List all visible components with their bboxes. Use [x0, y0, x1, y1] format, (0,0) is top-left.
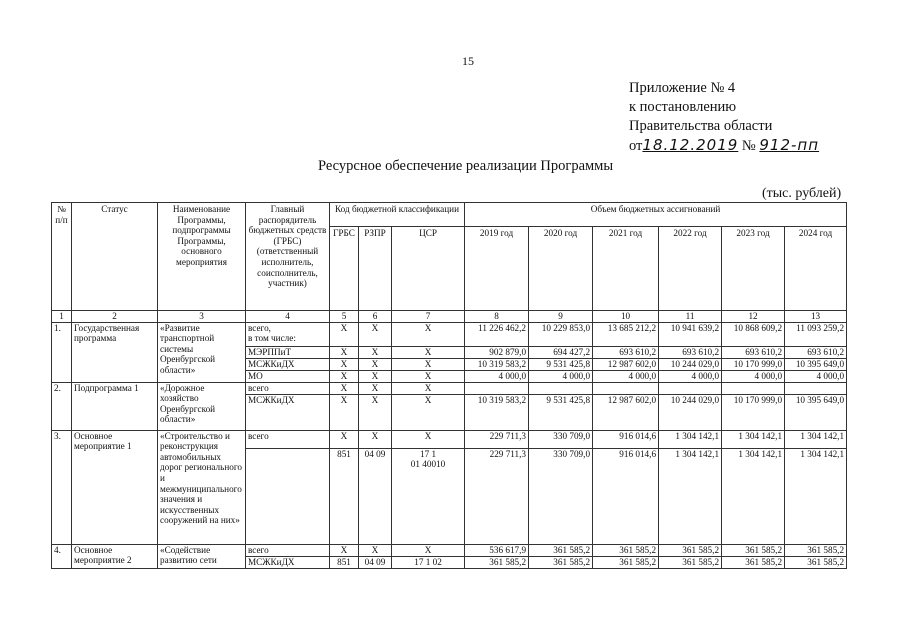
column-number: 10	[593, 311, 659, 323]
table-row	[52, 430, 847, 448]
row-name: «Развитие транспортной системы Оренбургской области»	[158, 322, 246, 382]
value-cell: 10 941 639,2	[659, 322, 722, 346]
value-cell: 9 531 425,8	[529, 394, 593, 430]
code-grbs: X	[330, 322, 359, 346]
code-csr: X	[392, 394, 465, 430]
row-admin: МЭРППиТ	[246, 346, 330, 358]
header-grbs: ГРБС	[330, 227, 359, 311]
column-number: 11	[659, 311, 722, 323]
header-rzpr: РЗПР	[359, 227, 392, 311]
row-status: Подпрограмма 1	[72, 382, 158, 430]
header-name: Наименование Программы, подпрограммы Программы, основного мероприятия	[158, 203, 246, 311]
column-number: 5	[330, 311, 359, 323]
value-cell: 361 585,2	[529, 556, 593, 568]
header-year: 2023 год	[722, 227, 785, 311]
value-cell: 361 585,2	[593, 544, 659, 556]
header-year: 2022 год	[659, 227, 722, 311]
value-cell: 4 000,0	[722, 370, 785, 382]
row-admin: всего	[246, 382, 330, 394]
document-title: Ресурсное обеспечение реализации Программы	[318, 158, 614, 174]
row-admin: всего, в том числе:	[246, 322, 330, 346]
value-cell: 693 610,2	[659, 346, 722, 358]
value-cell: 4 000,0	[785, 370, 847, 382]
row-name: «Строительство и реконструкция автомобильных дорог регионального и межмуниципального значения и искусственных сооружений на них»	[158, 430, 246, 544]
value-cell: 916 014,6	[593, 448, 659, 544]
row-admin: МСЖКиДХ	[246, 394, 330, 430]
header-num: № п/п	[52, 203, 72, 311]
value-cell	[785, 382, 847, 394]
column-number: 8	[465, 311, 529, 323]
value-cell: 1 304 142,1	[659, 430, 722, 448]
row-number: 2.	[52, 382, 72, 430]
row-admin: всего	[246, 430, 330, 448]
value-cell: 1 304 142,1	[785, 448, 847, 544]
column-number: 13	[785, 311, 847, 323]
value-cell	[659, 382, 722, 394]
row-status: Государственная программа	[72, 322, 158, 382]
value-cell: 10 395 649,0	[785, 358, 847, 370]
value-cell: 536 617,9	[465, 544, 529, 556]
value-cell: 1 304 142,1	[722, 430, 785, 448]
value-cell: 694 427,2	[529, 346, 593, 358]
value-cell: 1 304 142,1	[785, 430, 847, 448]
value-cell: 361 585,2	[785, 544, 847, 556]
value-cell: 1 304 142,1	[659, 448, 722, 544]
code-rzpr: X	[359, 382, 392, 394]
header-year: 2020 год	[529, 227, 593, 311]
header-year: 2021 год	[593, 227, 659, 311]
code-grbs: X	[330, 358, 359, 370]
value-cell: 12 987 602,0	[593, 358, 659, 370]
value-cell: 10 170 999,0	[722, 394, 785, 430]
value-cell: 12 987 602,0	[593, 394, 659, 430]
code-rzpr: X	[359, 370, 392, 382]
value-cell: 4 000,0	[529, 370, 593, 382]
value-cell: 10 319 583,2	[465, 358, 529, 370]
column-number: 3	[158, 311, 246, 323]
row-status: Основное мероприятие 2	[72, 544, 158, 568]
value-cell: 361 585,2	[593, 556, 659, 568]
value-cell: 902 879,0	[465, 346, 529, 358]
code-grbs: 851	[330, 556, 359, 568]
code-grbs: X	[330, 430, 359, 448]
code-csr: 17 1 01 40010	[392, 448, 465, 544]
header-admin: Главный распорядитель бюджетных средств (ГРБС) (ответственный исполнитель, соисполнитель, участник)	[246, 203, 330, 311]
code-grbs: 851	[330, 448, 359, 544]
column-number: 6	[359, 311, 392, 323]
code-csr: 17 1 02	[392, 556, 465, 568]
row-name: «Содействие развитию сети	[158, 544, 246, 568]
value-cell: 11 093 259,2	[785, 322, 847, 346]
code-grbs: X	[330, 346, 359, 358]
value-cell	[465, 382, 529, 394]
header-csr: ЦСР	[392, 227, 465, 311]
value-cell: 4 000,0	[659, 370, 722, 382]
code-grbs: X	[330, 370, 359, 382]
value-cell: 361 585,2	[785, 556, 847, 568]
value-cell: 10 244 029,0	[659, 358, 722, 370]
value-cell: 361 585,2	[529, 544, 593, 556]
number-label: №	[741, 138, 756, 154]
code-rzpr: 04 09	[359, 448, 392, 544]
code-csr: X	[392, 322, 465, 346]
table-body	[52, 322, 847, 568]
row-status: Основное мероприятие 1	[72, 430, 158, 544]
value-cell: 693 610,2	[722, 346, 785, 358]
row-admin: МСЖКиДХ	[246, 358, 330, 370]
value-cell: 693 610,2	[593, 346, 659, 358]
handwritten-date: 18.12.2019	[642, 136, 739, 154]
value-cell: 10 170 999,0	[722, 358, 785, 370]
value-cell: 10 395 649,0	[785, 394, 847, 430]
value-cell: 330 709,0	[529, 430, 593, 448]
value-cell: 4 000,0	[465, 370, 529, 382]
header-status: Статус	[72, 203, 158, 311]
value-cell: 9 531 425,8	[529, 358, 593, 370]
value-cell: 693 610,2	[785, 346, 847, 358]
value-cell: 330 709,0	[529, 448, 593, 544]
resource-table	[51, 202, 847, 569]
row-admin: всего	[246, 544, 330, 556]
column-number: 12	[722, 311, 785, 323]
code-rzpr: X	[359, 430, 392, 448]
value-cell: 361 585,2	[722, 556, 785, 568]
table-row	[52, 544, 847, 556]
header-year: 2019 год	[465, 227, 529, 311]
code-csr: X	[392, 382, 465, 394]
appendix-line3: Правительства области	[629, 118, 773, 134]
column-number: 7	[392, 311, 465, 323]
value-cell: 229 711,3	[465, 430, 529, 448]
value-cell: 361 585,2	[659, 544, 722, 556]
value-cell: 1 304 142,1	[722, 448, 785, 544]
row-number: 1.	[52, 322, 72, 382]
appendix-date-line	[629, 136, 819, 156]
handwritten-number: 912-пп	[759, 136, 820, 154]
row-name: «Дорожное хозяйство Оренбургской области»	[158, 382, 246, 430]
value-cell: 10 229 853,0	[529, 322, 593, 346]
value-cell: 916 014,6	[593, 430, 659, 448]
code-csr: X	[392, 370, 465, 382]
value-cell: 361 585,2	[659, 556, 722, 568]
column-number: 2	[72, 311, 158, 323]
value-cell	[529, 382, 593, 394]
value-cell: 361 585,2	[465, 556, 529, 568]
value-cell: 229 711,3	[465, 448, 529, 544]
header-year: 2024 год	[785, 227, 847, 311]
code-rzpr: X	[359, 346, 392, 358]
code-rzpr: X	[359, 358, 392, 370]
appendix-line1: Приложение № 4	[629, 80, 736, 96]
value-cell: 10 868 609,2	[722, 322, 785, 346]
value-cell	[722, 382, 785, 394]
row-admin: МО	[246, 370, 330, 382]
code-rzpr: X	[359, 394, 392, 430]
table-row	[52, 382, 847, 394]
column-numbers-row	[52, 311, 847, 323]
code-grbs: X	[330, 394, 359, 430]
code-csr: X	[392, 544, 465, 556]
code-grbs: X	[330, 544, 359, 556]
appendix-line2: к постановлению	[629, 99, 737, 115]
column-number: 1	[52, 311, 72, 323]
column-number: 9	[529, 311, 593, 323]
value-cell	[593, 382, 659, 394]
value-cell: 10 319 583,2	[465, 394, 529, 430]
value-cell: 4 000,0	[593, 370, 659, 382]
code-rzpr: X	[359, 322, 392, 346]
units-label: (тыс. рублей)	[762, 186, 842, 201]
table-row	[52, 322, 847, 346]
code-csr: X	[392, 346, 465, 358]
value-cell: 10 244 029,0	[659, 394, 722, 430]
header-code-group: Код бюджетной классификации	[330, 203, 465, 227]
row-number: 4.	[52, 544, 72, 568]
appendix-block	[629, 79, 819, 156]
row-number: 3.	[52, 430, 72, 544]
code-grbs: X	[330, 382, 359, 394]
code-rzpr: 04 09	[359, 556, 392, 568]
row-admin	[246, 448, 330, 544]
value-cell: 361 585,2	[722, 544, 785, 556]
code-csr: X	[392, 430, 465, 448]
row-admin: МСЖКиДХ	[246, 556, 330, 568]
code-csr: X	[392, 358, 465, 370]
header-volume-group: Объем бюджетных ассигнований	[465, 203, 847, 227]
from-label: от	[629, 138, 643, 154]
page-number: 15	[462, 54, 474, 68]
column-number: 4	[246, 311, 330, 323]
value-cell: 13 685 212,2	[593, 322, 659, 346]
code-rzpr: X	[359, 544, 392, 556]
value-cell: 11 226 462,2	[465, 322, 529, 346]
